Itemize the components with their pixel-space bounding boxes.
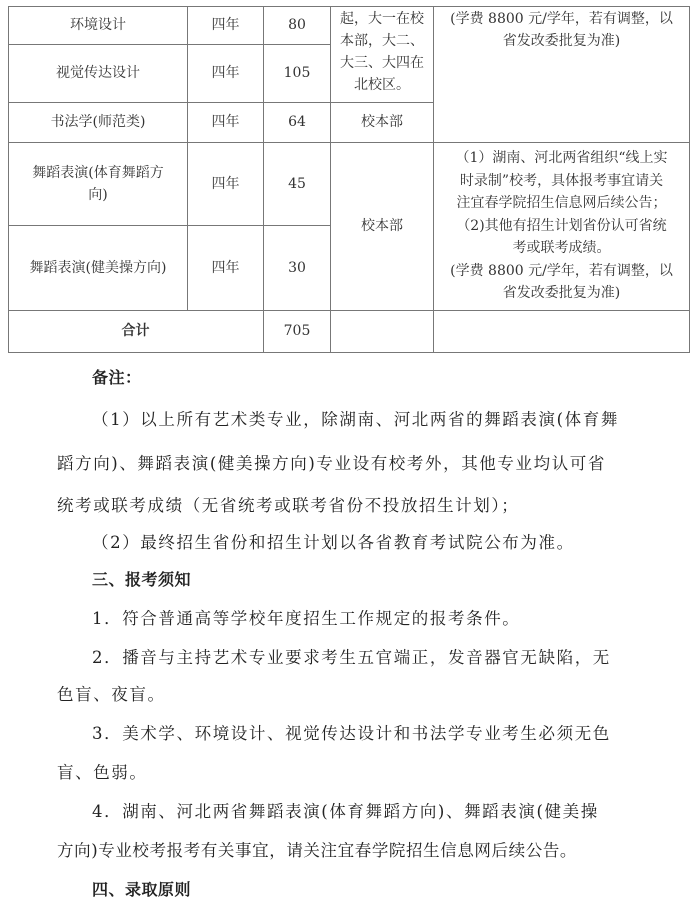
table-border-right	[689, 6, 690, 353]
remark-line: (学费 8800 元/学年，若有调整，以	[450, 11, 673, 27]
note-1-line: （1）以上所有艺术类专业，除湖南、河北两省的舞蹈表演(体育舞	[92, 410, 619, 429]
major-cell: 视觉传达设计	[56, 65, 140, 81]
section-3-heading: 三、报考须知	[92, 570, 192, 589]
count-cell: 45	[288, 175, 306, 192]
campus-line: 起，大一在校	[340, 11, 424, 27]
note-1-line: 蹈方向)、舞蹈表演(健美操方向)专业设有校考外，其他专业均认可省	[57, 454, 607, 473]
count-cell: 30	[288, 259, 306, 276]
count-cell: 64	[288, 114, 306, 130]
table-border-bottom	[8, 352, 690, 353]
remark-line: 时录制”校考，具体报考事宜请关	[459, 172, 664, 189]
major-line: 舞蹈表演(体育舞蹈方	[32, 164, 164, 181]
campus-cell: 校本部	[361, 114, 403, 130]
section-3-item-3-line: 3．美术学、环境设计、视觉传达设计和书法学专业考生必须无色	[92, 724, 611, 743]
remark-cell	[434, 6, 689, 142]
count-cell: 105	[283, 65, 311, 81]
section-3-item-1: 1．符合普通高等学校年度招生工作规定的报考条件。	[92, 609, 521, 628]
major-cell: 舞蹈表演(健美操方向)	[29, 259, 167, 276]
remark-cell	[434, 142, 689, 310]
years-cell: 四年	[211, 175, 240, 192]
campus-line: 本部，大二、	[340, 33, 424, 49]
count-cell: 80	[288, 17, 306, 33]
section-4-heading: 四、录取原则	[92, 880, 192, 899]
remark-line: (学费 8800 元/学年，若有调整，以	[450, 262, 673, 279]
remark-line: 省发改委批复为准)	[502, 33, 621, 49]
remark-line: （1）湖南、河北两省组织“线上实	[455, 150, 668, 167]
years-cell: 四年	[211, 65, 240, 81]
note-2: （2）最终招生省份和招生计划以各省教育考试院公布为准。	[92, 533, 575, 552]
remark-line: 考或联考成绩。	[512, 240, 611, 257]
total-value: 705	[283, 323, 311, 339]
section-3-item-2-line: 2．播音与主持艺术专业要求考生五官端正，发音器官无缺陷，无	[92, 648, 611, 667]
campus-line: 北校区。	[354, 77, 410, 93]
years-cell: 四年	[211, 114, 240, 130]
major-cell: 书法学(师范类)	[50, 114, 146, 130]
major-cell	[8, 142, 188, 225]
section-3-item-4-line: 方向)专业校考报考有关事宜，请关注宜春学院招生信息网后续公告。	[57, 841, 578, 860]
remark-line: 省发改委批复为准)	[502, 285, 621, 302]
campus-cell	[331, 6, 433, 102]
section-3-item-3-line: 盲、色弱。	[57, 763, 148, 782]
years-cell: 四年	[211, 259, 240, 276]
total-label: 合计	[121, 323, 150, 339]
campus-line: 大三、大四在	[340, 55, 424, 71]
notes-heading: 备注：	[92, 368, 142, 387]
campus-cell: 校本部	[361, 218, 403, 234]
enrollment-table	[0, 0, 697, 360]
years-cell: 四年	[211, 17, 240, 33]
remark-line: （2)其他有招生计划省份认可省统	[456, 217, 667, 234]
major-cell: 环境设计	[70, 17, 126, 33]
note-1-line: 统考或联考成绩（无省统考或联考省份不投放招生计划）；	[57, 496, 520, 515]
major-line: 向)	[88, 186, 108, 203]
section-3-item-2-line: 色盲、夜盲。	[57, 685, 166, 704]
section-3-item-4-line: 4．湖南、河北两省舞蹈表演(体育舞蹈方向)、舞蹈表演(健美操	[92, 802, 599, 821]
remark-line: 注宜春学院招生信息网后续公告；	[456, 195, 667, 212]
